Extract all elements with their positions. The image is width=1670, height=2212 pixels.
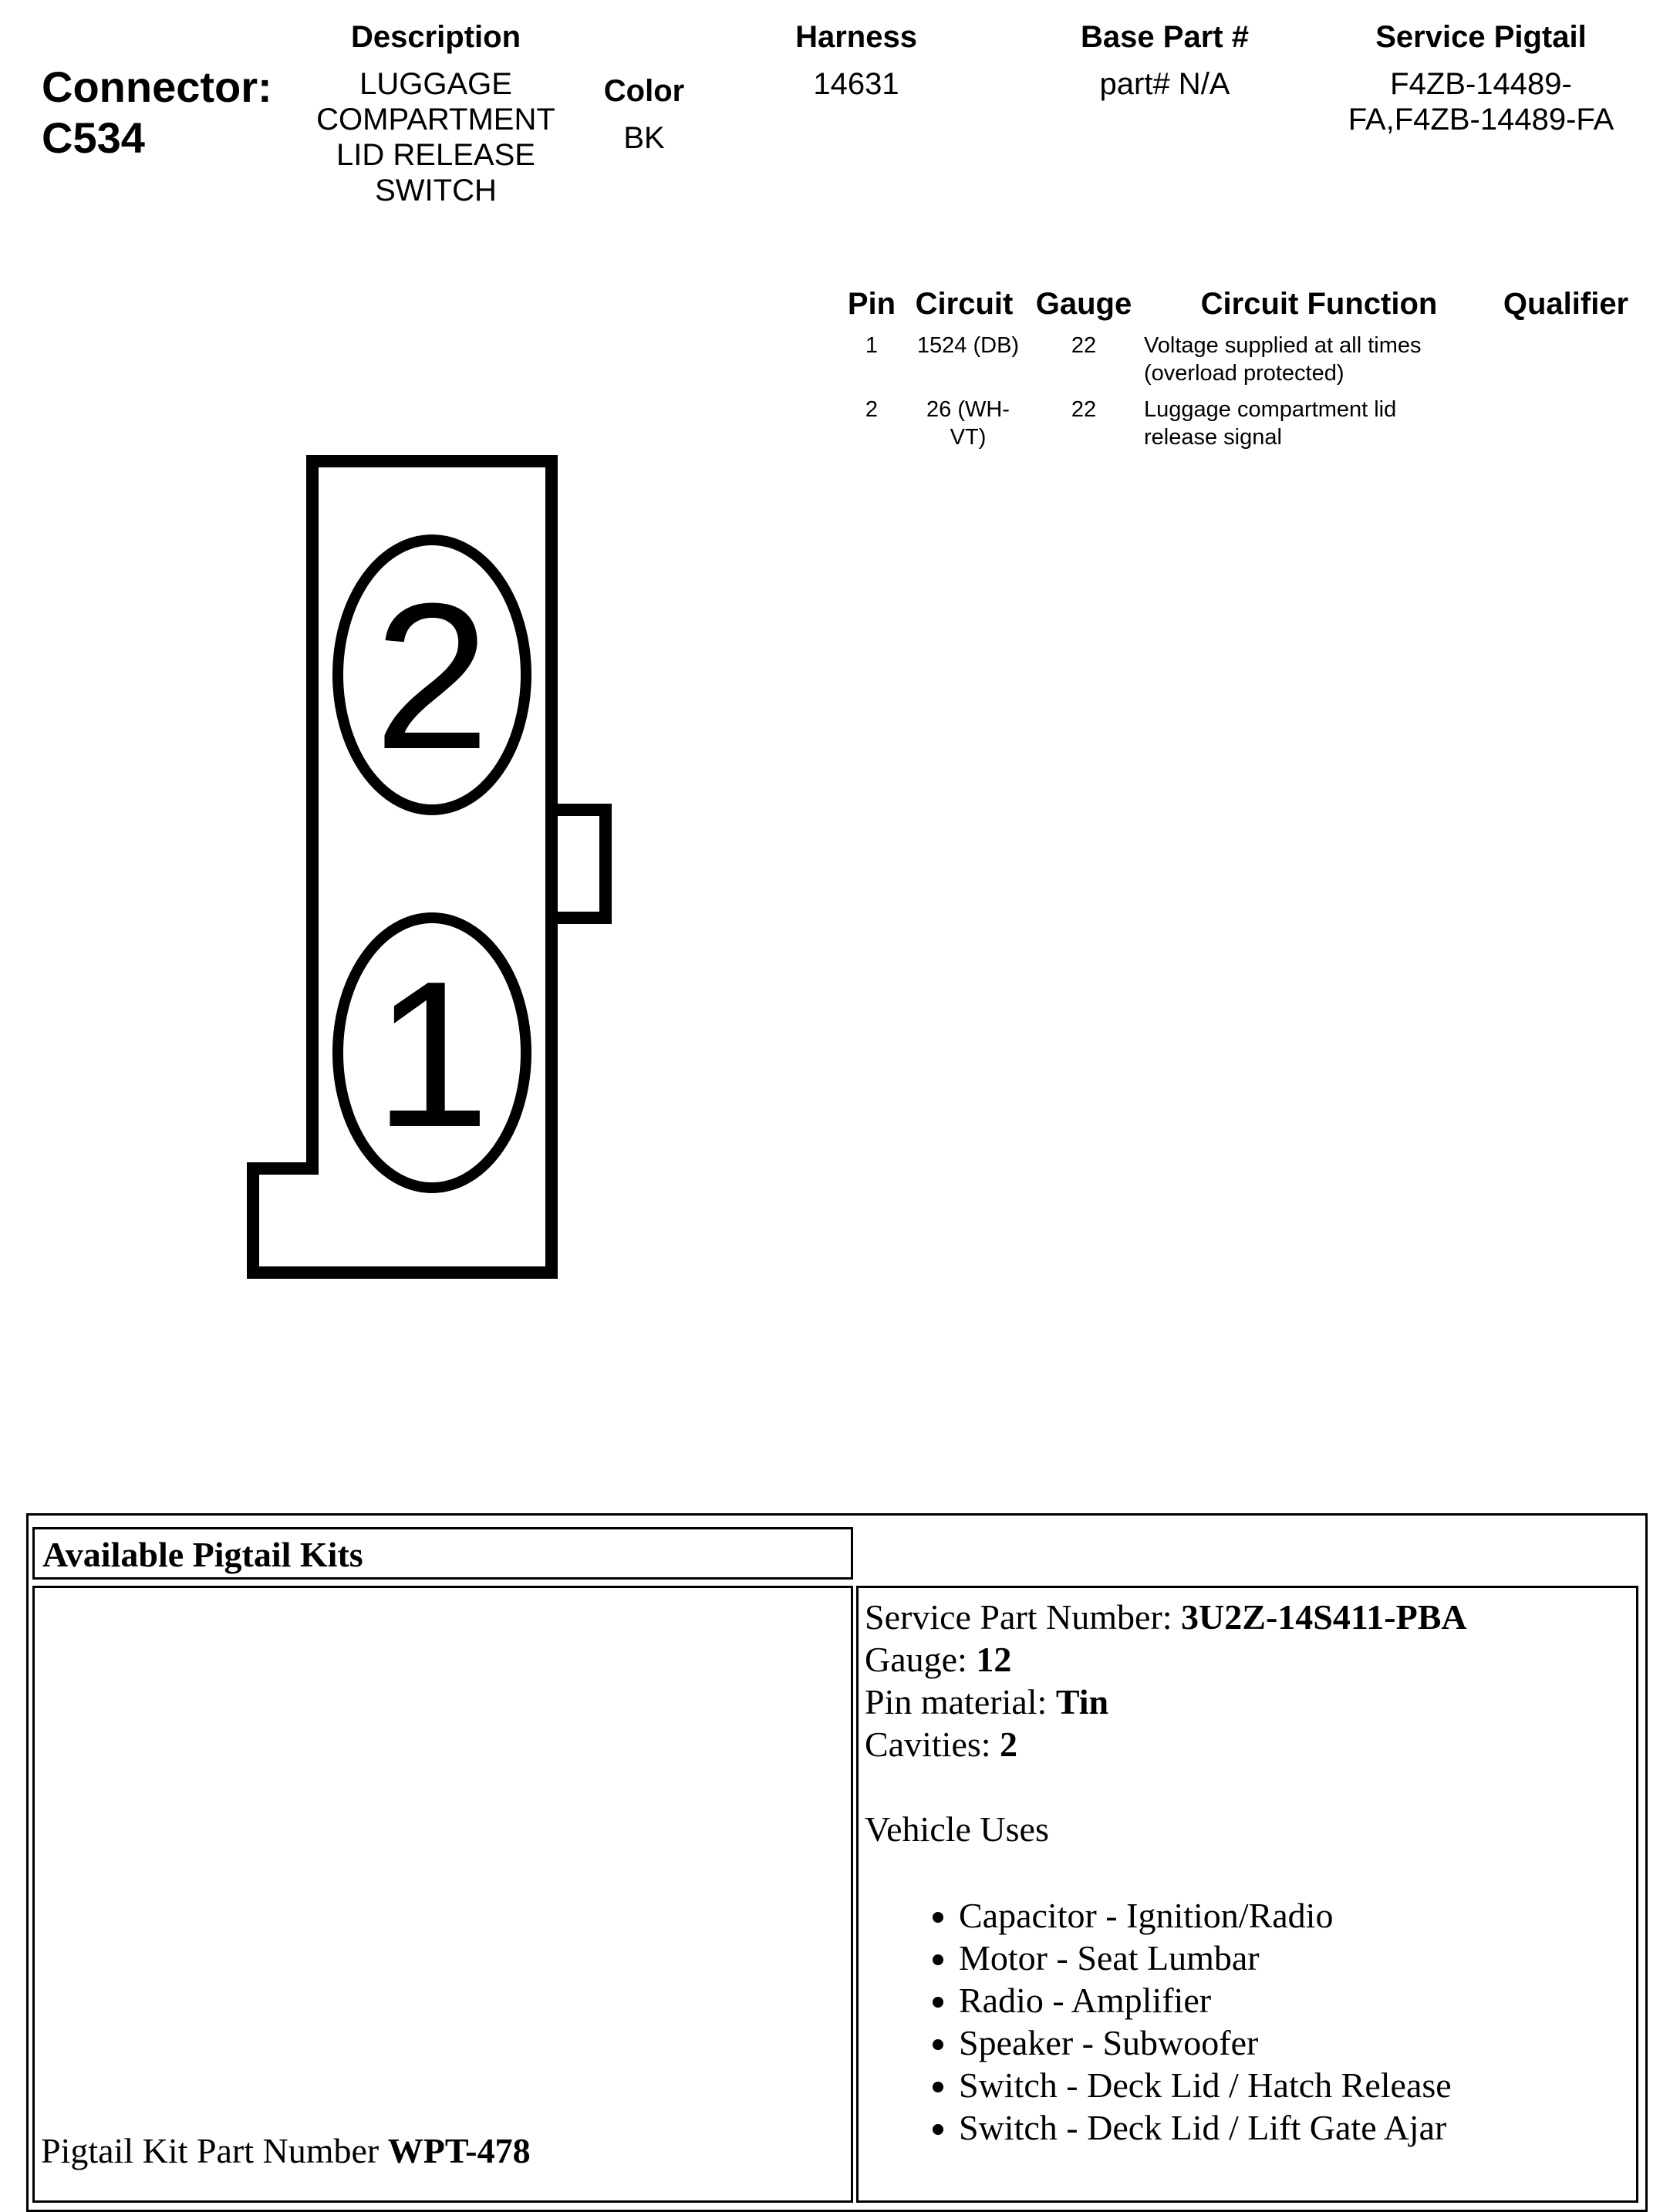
pin-function — [1144, 332, 1499, 387]
list-item: • Radio - Amplifier — [959, 1979, 1630, 2021]
color-value: BK — [623, 121, 665, 155]
pin-function-line: Luggage compartment lid — [1144, 397, 1397, 422]
pin-gauge: 22 — [1071, 333, 1097, 358]
pin-2-label: 2 — [373, 561, 491, 793]
list-item: • Capacitor - Ignition/Radio — [959, 1894, 1630, 1937]
service-pigtail-line: FA,F4ZB-14489-FA — [1348, 103, 1614, 137]
service-pigtail-header: Service Pigtail — [1375, 20, 1587, 54]
gauge-header: Gauge — [1035, 287, 1132, 321]
description-line: LUGGAGE — [359, 67, 512, 101]
kit-part-value: WPT-478 — [387, 2131, 531, 2170]
pigtail-kits-header: Available Pigtail Kits — [32, 1527, 853, 1580]
pin-function-line: Voltage supplied at all times — [1144, 333, 1422, 358]
kit-gauge-value: 12 — [976, 1640, 1012, 1679]
pin-circuit — [899, 396, 1037, 451]
pin-gauge: 22 — [1071, 397, 1097, 422]
pin-1-label: 1 — [373, 939, 491, 1171]
list-item: • Switch - Deck Lid / Lift Gate Ajar — [959, 2106, 1630, 2149]
pin-header: Pin — [847, 287, 896, 321]
pin-material-label: Pin material: — [865, 1682, 1056, 1721]
connector-title — [42, 62, 272, 164]
circuit-header: Circuit — [915, 287, 1014, 321]
base-part-header: Base Part # — [1081, 20, 1249, 54]
service-part-number — [865, 1596, 1630, 1638]
pin-circuit — [899, 332, 1037, 359]
kit-gauge — [865, 1638, 1630, 1681]
service-pigtail-value — [1304, 66, 1658, 137]
cavities-label: Cavities: — [865, 1725, 1000, 1764]
pin-function — [1144, 396, 1499, 451]
list-item: • Motor - Seat Lumbar — [959, 1937, 1630, 1979]
pigtail-kit-details-panel — [856, 1586, 1638, 2203]
connector-face-diagram — [231, 440, 633, 1288]
cavities-value: 2 — [1000, 1725, 1018, 1764]
connector-id: C534 — [42, 113, 145, 162]
color-header: Color — [603, 74, 685, 108]
description-line: COMPARTMENT — [316, 103, 555, 137]
pigtail-kit-left-panel — [32, 1586, 853, 2203]
kit-gauge-label: Gauge: — [865, 1640, 977, 1679]
service-pigtail-line: F4ZB-14489- — [1390, 67, 1572, 101]
pin-material-value: Tin — [1055, 1682, 1109, 1721]
circuit-function-header: Circuit Function — [1200, 287, 1438, 321]
pin-circuit-line: 1524 (DB) — [916, 333, 1020, 358]
pin-circuit-line: 26 (WH- — [926, 397, 1010, 422]
harness-value: 14631 — [813, 67, 899, 101]
pin-material — [865, 1681, 1630, 1723]
pin-function-line: release signal — [1144, 425, 1282, 450]
description-value — [293, 66, 579, 208]
vehicle-uses-list — [865, 1894, 1630, 2149]
service-part-label: Service Part Number: — [865, 1597, 1182, 1637]
kit-part-label: Pigtail Kit Part Number — [41, 2131, 388, 2170]
description-line: SWITCH — [375, 174, 497, 207]
list-item: • Switch - Deck Lid / Hatch Release — [959, 2064, 1630, 2106]
service-part-value: 3U2Z-14S411-PBA — [1181, 1597, 1467, 1637]
pin-function-line: (overload protected) — [1144, 361, 1344, 386]
pin-number: 1 — [865, 333, 879, 358]
cavities — [865, 1723, 1630, 1765]
base-part-value: part# N/A — [1099, 67, 1230, 101]
harness-header: Harness — [795, 20, 917, 54]
pigtail-kit-part-number — [41, 2129, 531, 2172]
list-item: • Speaker - Subwoofer — [959, 2021, 1630, 2064]
qualifier-header: Qualifier — [1503, 287, 1629, 321]
description-header: Description — [350, 20, 521, 54]
pin-circuit-line: VT) — [950, 425, 987, 450]
vehicle-uses-heading: Vehicle Uses — [865, 1809, 1049, 1849]
connector-label: Connector: — [42, 62, 272, 111]
pin-number: 2 — [865, 397, 879, 422]
description-line: LID RELEASE — [336, 138, 535, 172]
connector-latch-tab — [552, 810, 606, 918]
